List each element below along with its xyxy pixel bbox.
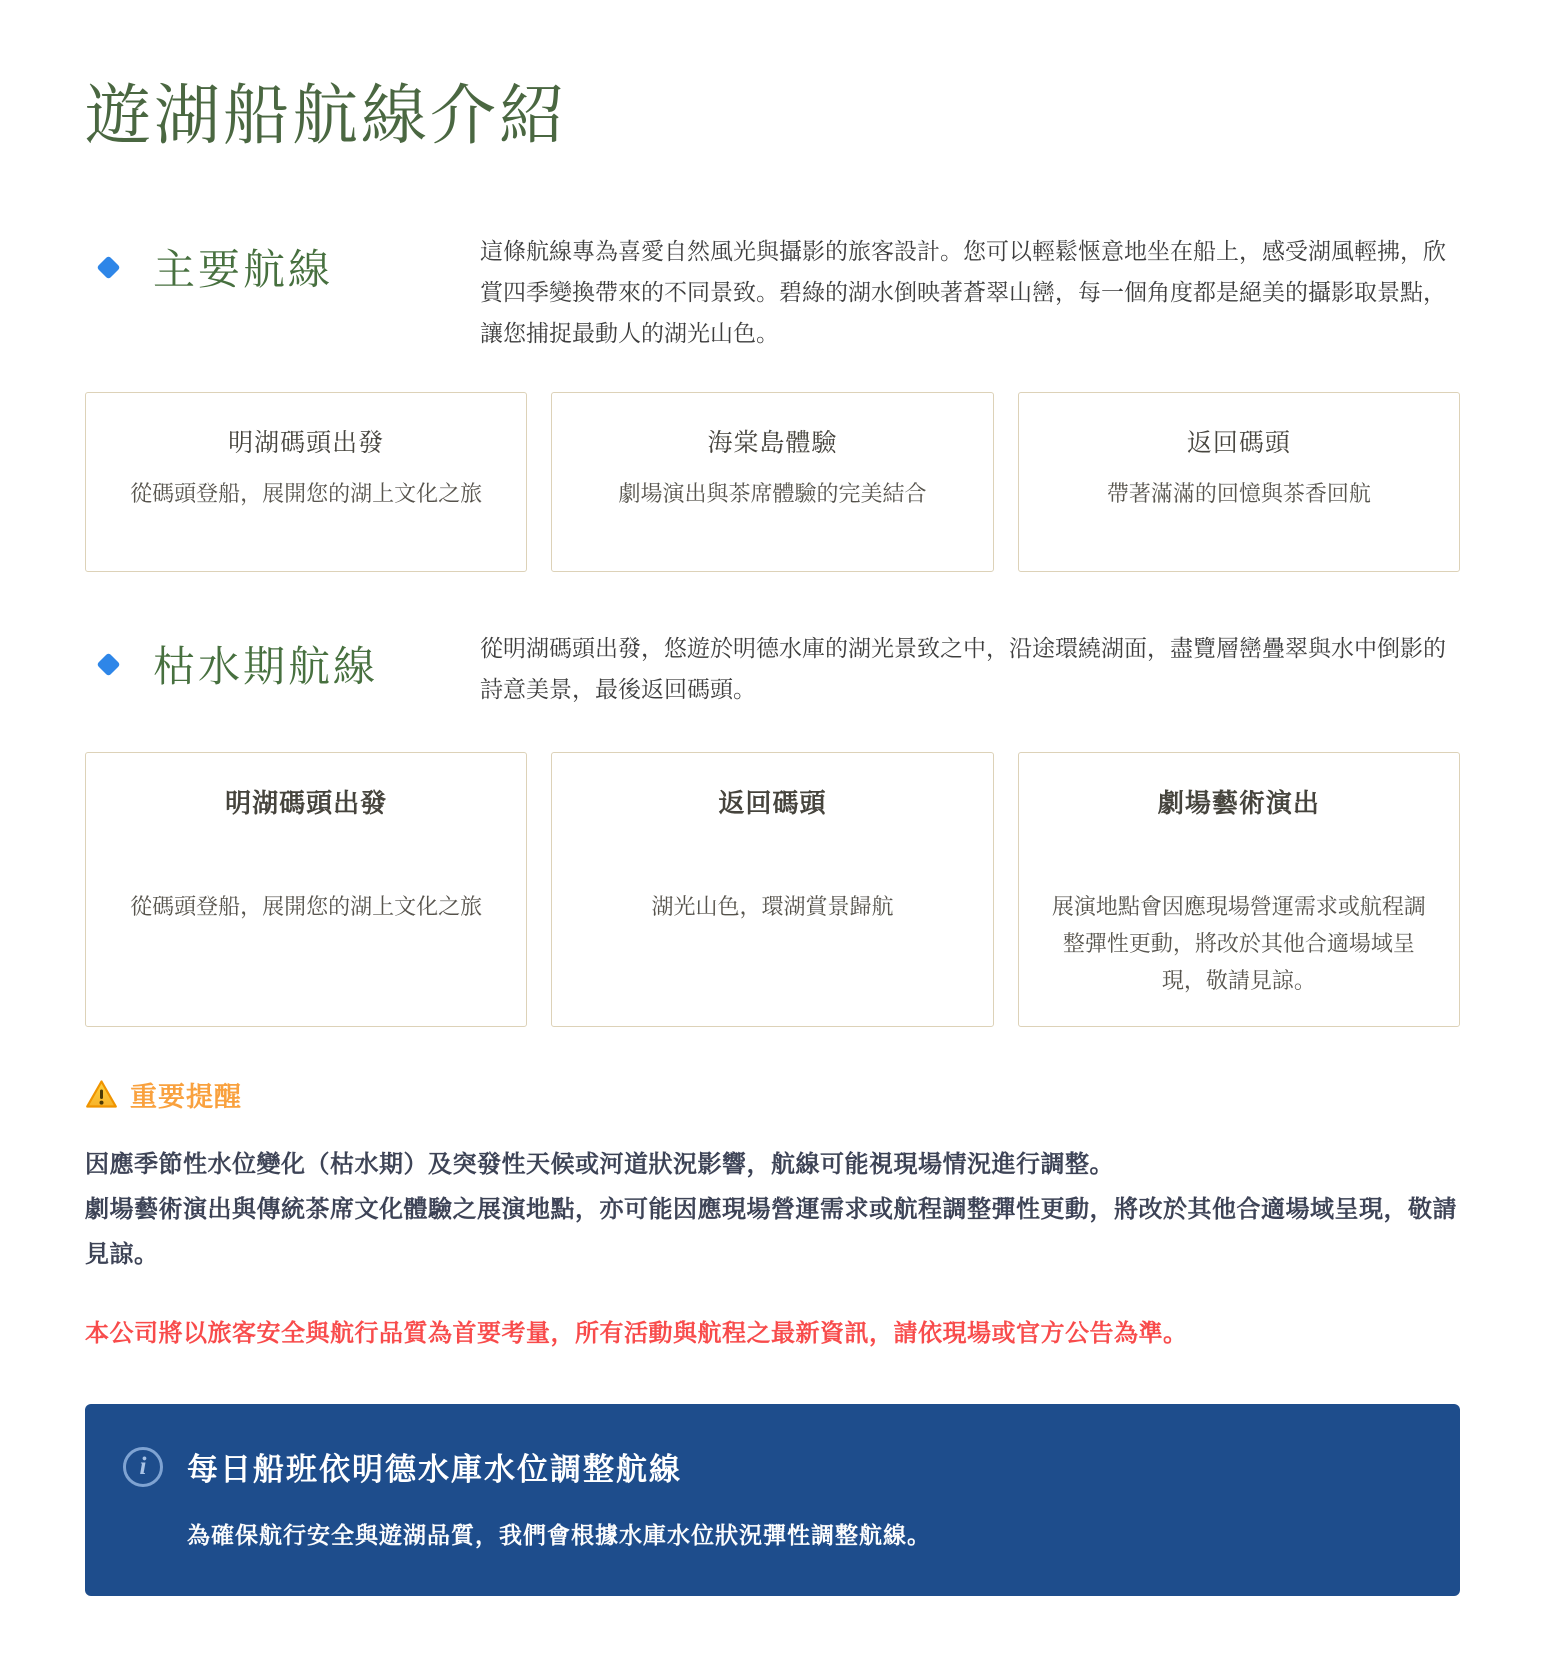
notice-paragraph: 因應季節性水位變化（枯水期）及突發性天候或河道狀況影響，航線可能視現場情況進行調整。 <box>85 1151 1114 1178</box>
banner-subtitle: 為確保航行安全與遊湖品質，我們會根據水庫水位狀況彈性調整航線。 <box>187 1522 931 1548</box>
route-card-title: 明湖碼頭出發 <box>225 788 388 818</box>
section-dry-season-route <box>85 624 1460 710</box>
section-main-route-label <box>85 227 480 297</box>
section-main-route-description: 這條航線專為喜愛自然風光與攝影的旅客設計。您可以輕鬆愜意地坐在船上，感受湖風輕拂，欣賞四季變換帶來的不同景致。碧綠的湖水倒映著蒼翠山巒，每一個角度都是絕美的攝影取景點，讓您捕捉最動人的湖光山色。 <box>480 238 1446 346</box>
section-dry-season-route-description: 從明湖碼頭出發，悠遊於明德水庫的湖光景致之中，沿途環繞湖面，盡覽層巒疊翠與水中倒影的詩意美景，最後返回碼頭。 <box>480 635 1446 702</box>
dry-season-route-cards <box>85 752 1460 1027</box>
banner-header <box>123 1444 1416 1489</box>
section-heading: 主要航線 <box>153 246 334 293</box>
route-card-body: 劇場演出與茶席體驗的完美結合 <box>618 481 927 506</box>
section-main-route <box>85 227 1460 354</box>
route-card <box>85 392 527 572</box>
route-card-title: 海棠島體驗 <box>707 429 838 457</box>
notice-heading: 重要提醒 <box>130 1082 242 1112</box>
warning-triangle-icon <box>85 1079 118 1110</box>
diamond-bullet-icon <box>96 652 120 676</box>
route-card-title: 劇場藝術演出 <box>1157 788 1320 818</box>
route-card-title: 返回碼頭 <box>718 788 827 818</box>
route-card-body: 帶著滿滿的回憶與茶香回航 <box>1106 481 1371 506</box>
notice-paragraph: 劇場藝術演出與傳統茶席文化體驗之展演地點，亦可能因應現場營運需求或航程調整彈性更動，將改於其他合適場域呈現，敬請見諒。 <box>85 1196 1457 1268</box>
route-card <box>551 752 993 1027</box>
route-card-title: 返回碼頭 <box>1186 429 1291 457</box>
main-route-cards <box>85 392 1460 572</box>
section-heading: 枯水期航線 <box>153 643 379 690</box>
notice-paragraphs <box>85 1142 1460 1277</box>
page-title: 遊湖船航線介紹 <box>85 78 568 152</box>
route-card-body: 湖光山色，環湖賞景歸航 <box>651 894 894 919</box>
route-card <box>551 392 993 572</box>
route-card <box>1018 392 1460 572</box>
section-dry-season-route-label <box>85 624 480 694</box>
info-icon: i <box>123 1447 163 1487</box>
route-card <box>1018 752 1460 1027</box>
route-card-body: 展演地點會因應現場營運需求或航程調整彈性更動，將改於其他合適場域呈現，敬請見諒。 <box>1051 894 1426 993</box>
route-card <box>85 752 527 1027</box>
notice-header <box>85 1075 1460 1114</box>
diamond-bullet-icon <box>96 255 120 279</box>
route-card-body: 從碼頭登船，展開您的湖上文化之旅 <box>130 894 483 919</box>
route-card-body: 從碼頭登船，展開您的湖上文化之旅 <box>130 481 483 506</box>
water-level-banner <box>85 1404 1460 1596</box>
route-card-title: 明湖碼頭出發 <box>228 429 385 457</box>
notice-alert-text: 本公司將以旅客安全與航行品質為首要考量，所有活動與航程之最新資訊，請依現場或官方公告為準。 <box>85 1320 1188 1347</box>
main-content <box>85 62 1460 1596</box>
banner-title: 每日船班依明德水庫水位調整航線 <box>187 1452 682 1487</box>
